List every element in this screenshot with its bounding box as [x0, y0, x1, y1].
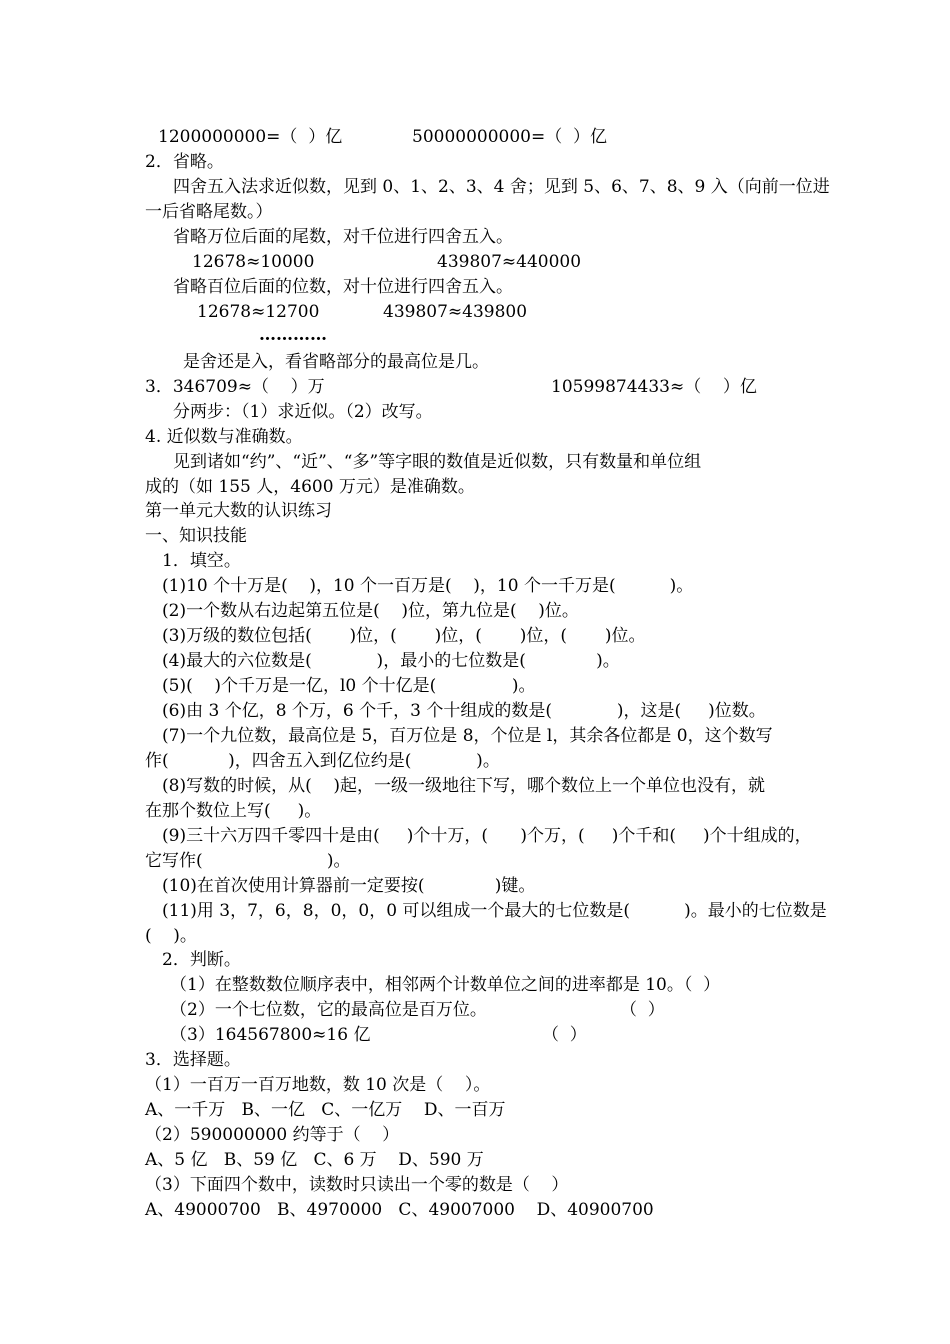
- fill-blank-11-line-2: ( )。: [145, 926, 197, 946]
- fill-blank-7-line-2: 作( )，四舍五入到亿位约是( )。: [145, 751, 500, 771]
- section-heading-approx: 4. 近似数与准确数。: [145, 427, 303, 447]
- fill-blank-4: (4)最大的六位数是( )，最小的七位数是( )。: [162, 651, 620, 671]
- fill-blank-9-line-1: (9)三十六万四千零四十是由( )个十万，( )个万，( )个千和( )个十组成的，: [162, 826, 812, 846]
- rounding-rule-line-1: 四舍五入法求近似数，见到 0、1、2、3、4 舍；见到 5、6、7、8、9 入（向前一位进: [173, 177, 830, 197]
- fill-blank-8-line-1: (8)写数的时候，从( )起，一级一级地往下写，哪个数位上一个单位也没有，就: [162, 776, 765, 796]
- judge-heading: 2．判断。: [162, 950, 241, 970]
- choice-2-options: A、5 亿 B、59 亿 C、6 万 D、590 万: [145, 1150, 484, 1170]
- fill-blank-7-line-1: (7)一个九位数，最高位是 5，百万位是 8，个位是 l，其余各位都是 0，这个数写: [162, 726, 773, 746]
- choice-heading: 3．选择题。: [145, 1050, 241, 1070]
- section-heading-3-question-a: 3．346709≈（ ）万: [145, 377, 325, 397]
- fill-blank-2: (2)一个数从右边起第五位是( )位，第九位是( )位。: [162, 601, 579, 621]
- fill-blank-6: (6)由 3 个亿，8 个万，6 个千，3 个十组成的数是( )，这是( )位数。: [162, 701, 766, 721]
- approx-explain-line-2: 成的（如 155 人，4600 万元）是准确数。: [145, 477, 475, 497]
- fill-blank-8-line-2: 在那个数位上写( )。: [145, 801, 322, 821]
- unit-title: 第一单元大数的认识练习: [145, 501, 332, 521]
- part-heading-knowledge: 一、知识技能: [145, 526, 247, 546]
- judge-3: （3）164567800≈16 亿: [170, 1025, 371, 1045]
- fill-blank-heading: 1．填空。: [162, 551, 241, 571]
- fill-blank-5: (5)( )个千万是一亿，l0 个十亿是( )。: [162, 676, 536, 696]
- omit-wan-rule: 省略万位后面的尾数，对千位进行四舍五入。: [173, 227, 513, 247]
- conversion-question-2: 50000000000=（ ）亿: [412, 127, 608, 147]
- omit-bai-rule: 省略百位后面的位数，对十位进行四舍五入。: [173, 277, 513, 297]
- judge-1: （1）在整数数位顺序表中，相邻两个计数单位之间的进率都是 10。（ ）: [170, 975, 721, 995]
- example-wan-2: 439807≈440000: [437, 252, 582, 272]
- section-heading-omit: 2．省略。: [145, 152, 224, 172]
- rounding-tip: 是舍还是入，看省略部分的最高位是几。: [183, 352, 489, 372]
- fill-blank-9-line-2: 它写作( )。: [145, 851, 351, 871]
- fill-blank-10: (10)在首次使用计算器前一定要按( )键。: [162, 876, 536, 896]
- judge-3-bracket: （ ）: [542, 1025, 587, 1045]
- judge-2-bracket: （ ）: [620, 1000, 665, 1020]
- example-bai-2: 439807≈439800: [383, 302, 528, 322]
- section-heading-3-question-b: 10599874433≈（ ）亿: [551, 377, 757, 397]
- ellipsis: …………: [259, 325, 327, 345]
- conversion-question-1: 1200000000=（ ）亿: [158, 127, 343, 147]
- choice-2-question: （2）590000000 约等于（ ）: [145, 1125, 400, 1145]
- fill-blank-1: (1)10 个十万是( )，10 个一百万是( )，10 个一千万是( )。: [162, 576, 694, 596]
- approx-explain-line-1: 见到诸如“约”、“近”、“多”等字眼的数值是近似数，只有数量和单位组: [173, 452, 702, 472]
- choice-3-options: A、49000700 B、4970000 C、49007000 D、40900700: [145, 1200, 654, 1220]
- two-steps-text: 分两步：（1）求近似。（2）改写。: [173, 402, 433, 422]
- judge-2: （2）一个七位数，它的最高位是百万位。: [170, 1000, 487, 1020]
- rounding-rule-line-2: 一后省略尾数。）: [145, 202, 273, 222]
- choice-1-options: A、一千万 B、一亿 C、一亿万 D、一百万: [145, 1100, 506, 1120]
- choice-1-question: （1）一百万一百万地数，数 10 次是（ ）。: [145, 1075, 491, 1095]
- example-wan-1: 12678≈10000: [192, 252, 315, 272]
- fill-blank-11-line-1: (11)用 3，7，6，8，0，0，0 可以组成一个最大的七位数是( )。最小的七位数是: [162, 901, 827, 921]
- fill-blank-3: (3)万级的数位包括( )位，( )位，( )位，( )位。: [162, 626, 646, 646]
- choice-3-question: （3）下面四个数中，读数时只读出一个零的数是（ ）: [145, 1175, 569, 1195]
- example-bai-1: 12678≈12700: [197, 302, 320, 322]
